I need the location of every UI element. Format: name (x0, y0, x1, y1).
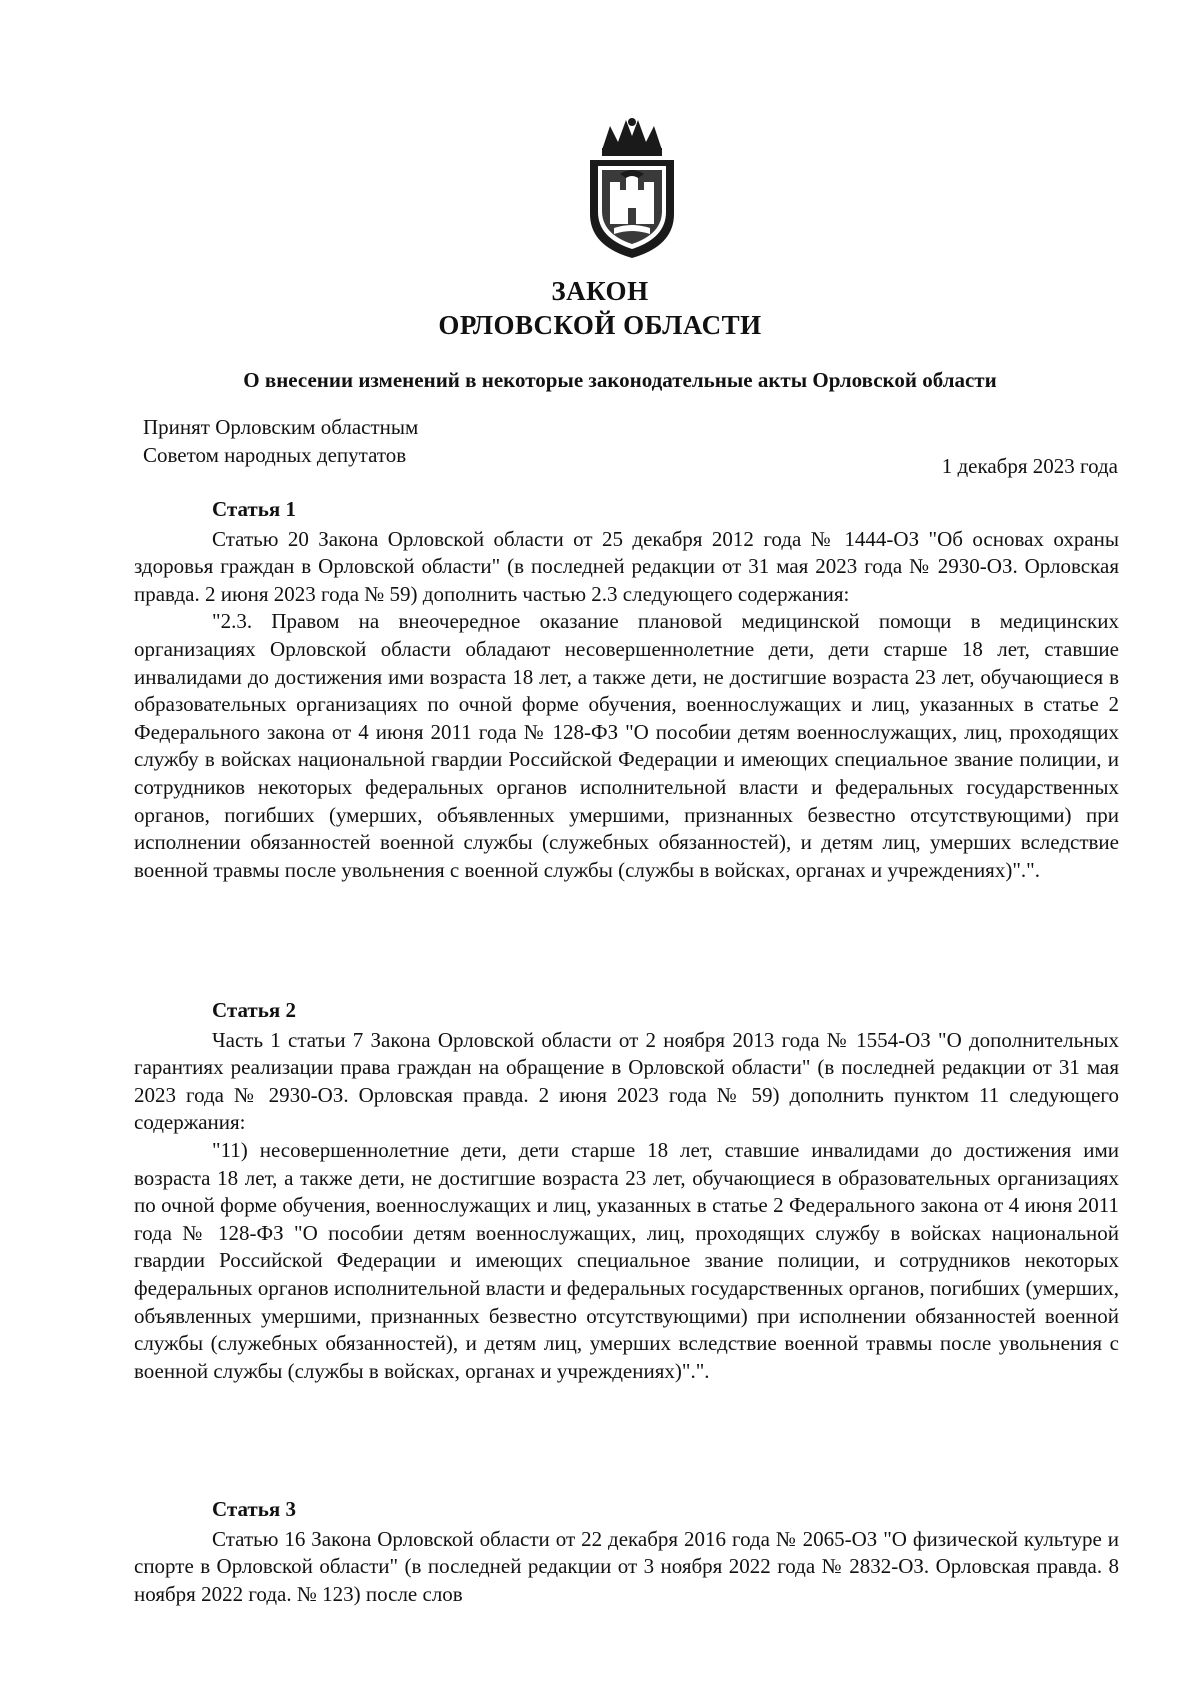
article-heading: Статья 2 (212, 998, 296, 1022)
article-paragraph: Часть 1 статьи 7 Закона Орловской области от 2 ноября 2013 года № 1554-ОЗ "О дополнительных гарантиях реализации права граждан на обращение в Орловской области" (в последней редакции от 31 мая 2023 года № 2930-ОЗ. Орловская правда. 2 июня 2023 года № 59) дополнить пунктом 11 следующего содержания: (134, 1027, 1119, 1135)
adoption-block (143, 413, 418, 469)
adoption-line: Принят Орловским областным (143, 415, 419, 439)
article-3 (134, 1496, 1119, 1608)
law-title: ЗАКОН (551, 276, 649, 306)
adoption-line: Советом народных депутатов (143, 443, 407, 467)
article-paragraph: Статью 20 Закона Орловской области от 25 декабря 2012 года № 1444-ОЗ "Об основах охраны здоровья граждан в Орловской области" (в последней редакции от 31 мая 2023 года № 2930-ОЗ. Орловская правда. 2 июня 2023 года № 59) дополнить частью 2.3 следующего содержания: (134, 526, 1119, 606)
law-region: ОРЛОВСКОЙ ОБЛАСТИ (438, 310, 762, 340)
article-2 (134, 997, 1119, 1385)
coat-of-arms-icon (580, 116, 684, 262)
law-subtitle: О внесении изменений в некоторые законодательные акты Орловской области (243, 368, 997, 392)
article-paragraph: "2.3. Правом на внеочередное оказание плановой медицинской помощи в медицинских организациях Орловской области обладают несовершеннолетние дети, дети старше 18 лет, ставшие инвалидами до достижения ими возраста 18 лет, а также дети, не достигшие возраста 23 лет, обучающиеся в образовательных организациях по очной форме обучения, военнослужащих и лиц, указанных в статье 2 Федерального закона от 4 июня 2011 года № 128-ФЗ "О пособии детям военнослужащих, лиц, проходящих службу в войсках национальной гвардии Российской Федерации и имеющих специальное звание полиции, и сотрудников некоторых федеральных органов исполнительной власти и федеральных государственных органов, погибших (умерших, объявленных умершими, признанных безвестно отсутствующими) при исполнении обязанностей военной службы (служебных обязанностей), и детям лиц, умерших вследствие военной травмы после увольнения с военной службы (службы в войсках, органах и учреждениях)".". (134, 609, 1119, 882)
adoption-date: 1 декабря 2023 года (941, 454, 1118, 478)
article-paragraph: Статью 16 Закона Орловской области от 22 декабря 2016 года № 2065-ОЗ "О физической культуре и спорте в Орловской области" (в последней редакции от 3 ноября 2022 года № 2832-ОЗ. Орловская правда. 8 ноября 2022 года. № 123) после слов (134, 1526, 1119, 1606)
article-heading: Статья 3 (212, 1497, 296, 1521)
article-heading: Статья 1 (212, 497, 296, 521)
article-paragraph: "11) несовершеннолетние дети, дети старше 18 лет, ставшие инвалидами до достижения ими возраста 18 лет, а также дети, не достигшие возраста 23 лет, обучающиеся в образовательных организациях по очной форме обучения, военнослужащих и лиц, указанных в статье 2 Федерального закона от 4 июня 2011 года № 128-ФЗ "О пособии детям военнослужащих, лиц, проходящих службу в войсках национальной гвардии Российской Федерации и имеющих специальное звание полиции, и сотрудников некоторых федеральных органов исполнительной власти и федеральных государственных органов, погибших (умерших, объявленных умершими, признанных безвестно отсутствующими) при исполнении обязанностей военной службы (служебных обязанностей), и детям лиц, умерших вследствие военной травмы после увольнения с военной службы (службы в войсках, органах и учреждениях)".". (134, 1137, 1119, 1383)
article-1 (134, 496, 1119, 884)
